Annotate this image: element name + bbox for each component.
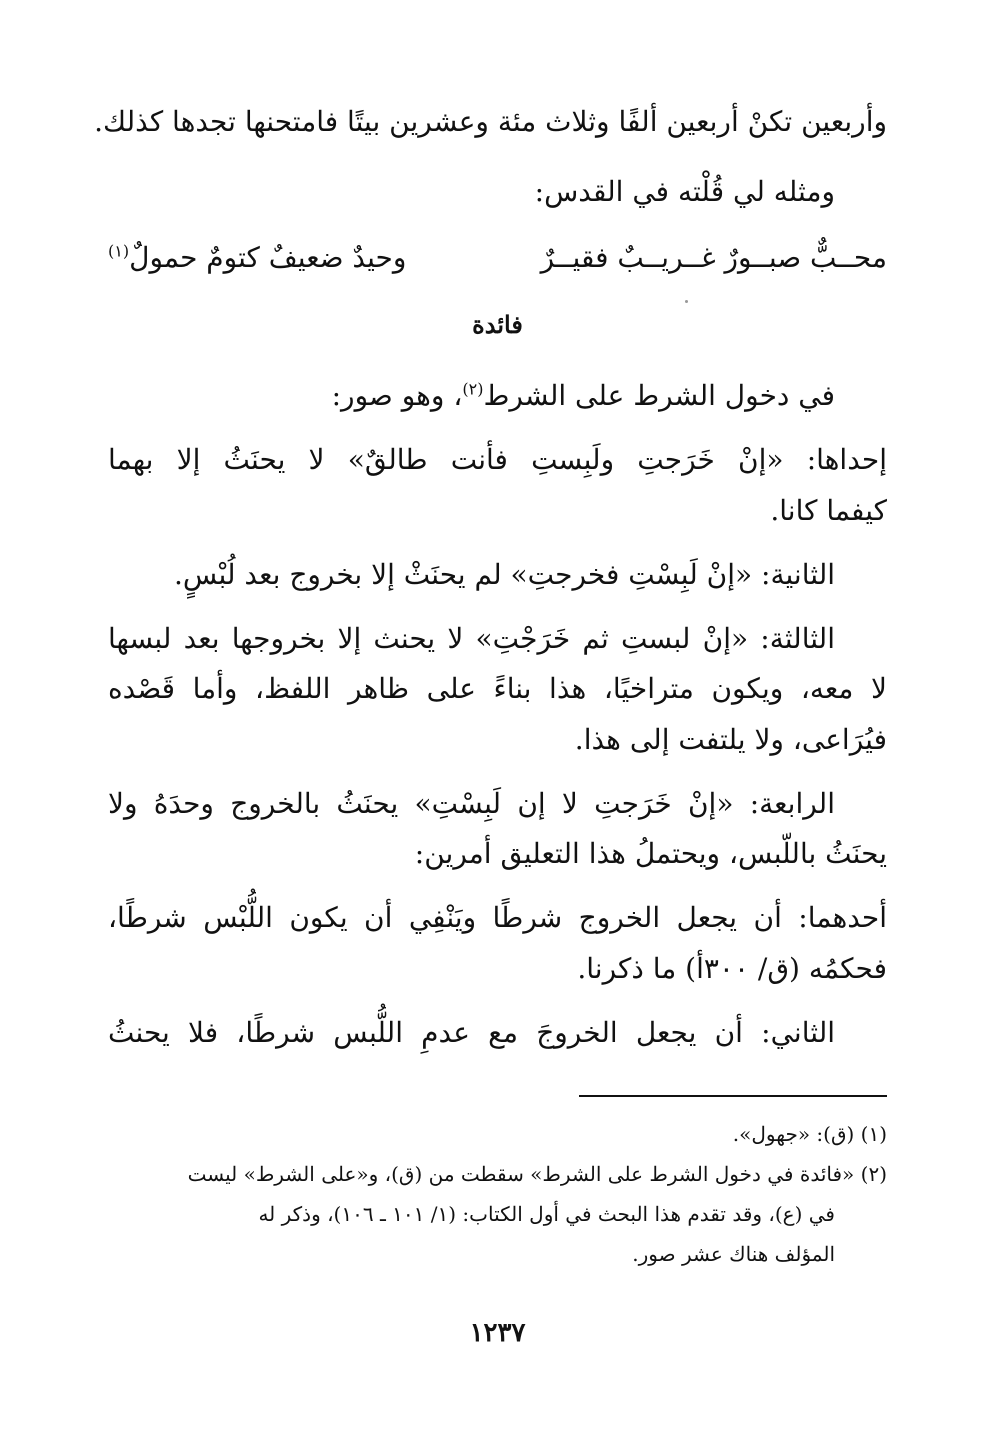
case-4-line-2: يحنَثُ باللّبس، ويحتملُ هذا التعليق أمرين: xyxy=(414,837,887,870)
case-1-line-1: إحداها: «إنْ خَرَجتِ ولَبِستِ فأنت طالقٌ» لا يحنَثُ إلا بهما xyxy=(108,443,887,476)
verse-second-hemistich: وحيدٌ ضعيفٌ كتومٌ حمولٌ xyxy=(129,241,407,274)
case-3-line-3: فيُرَاعى، ولا يلتفت إلى هذا. xyxy=(574,723,887,756)
option-2-line-1: الثاني: أن يجعل الخروجَ مع عدمِ اللُّبس شرطًا، فلا يحنثُ xyxy=(108,1016,835,1049)
footnote-2-line-1: (٢) «فائدة في دخول الشرط على الشرط» سقطت من (ق)، و«على الشرط» ليست xyxy=(187,1162,887,1186)
case-1-line-2: كيفما كانا. xyxy=(770,494,887,527)
footnote-ref-1: (١) xyxy=(108,241,130,261)
case-4-line-1: الرابعة: «إنْ خَرَجتِ لا إن لَبِسْتِ» يحنَثُ بالخروج وحدَهُ ولا xyxy=(108,787,835,820)
body-line-2: ومثله لي قُلْته في القدس: xyxy=(534,175,835,208)
option-1-line-1: أحدهما: أن يجعل الخروج شرطًا ويَنْفِي أن يكون اللُّبْس شرطًا، xyxy=(108,901,887,934)
intro-line xyxy=(108,374,835,418)
section-heading: فائدة xyxy=(472,310,523,339)
footnote-separator xyxy=(579,1095,887,1097)
footnote-1: (١) (ق): «جهول». xyxy=(732,1122,887,1146)
intro-tail: ، وهو صور: xyxy=(331,379,463,412)
verse-first-hemistich: محــبٌّ صبــورٌ غــريــبٌ فقيــرٌ xyxy=(540,241,887,274)
page-number: ١٢٣٧ xyxy=(469,1318,526,1348)
poem-verse xyxy=(108,236,887,280)
case-2-line-1: الثانية: «إنْ لَبِسْتِ فخرجتِ» لم يحنَثْ إلا بخروج بعد لُبْسٍ. xyxy=(173,558,835,591)
verse-second-hemistich-wrap xyxy=(108,236,406,280)
footnote-2-line-3: المؤلف هناك عشر صور. xyxy=(632,1242,835,1266)
case-3-line-2: لا معه، ويكون متراخيًا، هذا بناءً على ظاهر اللفظ، وأما قَصْده xyxy=(108,672,887,705)
body-line-1: وأربعين تكنْ أربعين ألفًا وثلاث مئة وعشرين بيتًا فامتحنها تجدها كذلك. xyxy=(94,105,887,138)
footnote-2-line-2: في (ع)، وقد تقدم هذا البحث في أول الكتاب: (١/ ١٠١ ـ ١٠٦)، وذكر له xyxy=(258,1202,835,1226)
footnote-ref-2: (٢) xyxy=(462,379,484,399)
intro-text: في دخول الشرط على الشرط xyxy=(483,379,835,412)
case-3-line-1: الثالثة: «إنْ لبستِ ثم خَرَجْتِ» لا يحنث إلا بخروجها بعد لبسها xyxy=(108,622,835,655)
option-1-line-2: فحكمُه (ق/ ٣٠٠أ) ما ذكرنا. xyxy=(577,952,887,985)
